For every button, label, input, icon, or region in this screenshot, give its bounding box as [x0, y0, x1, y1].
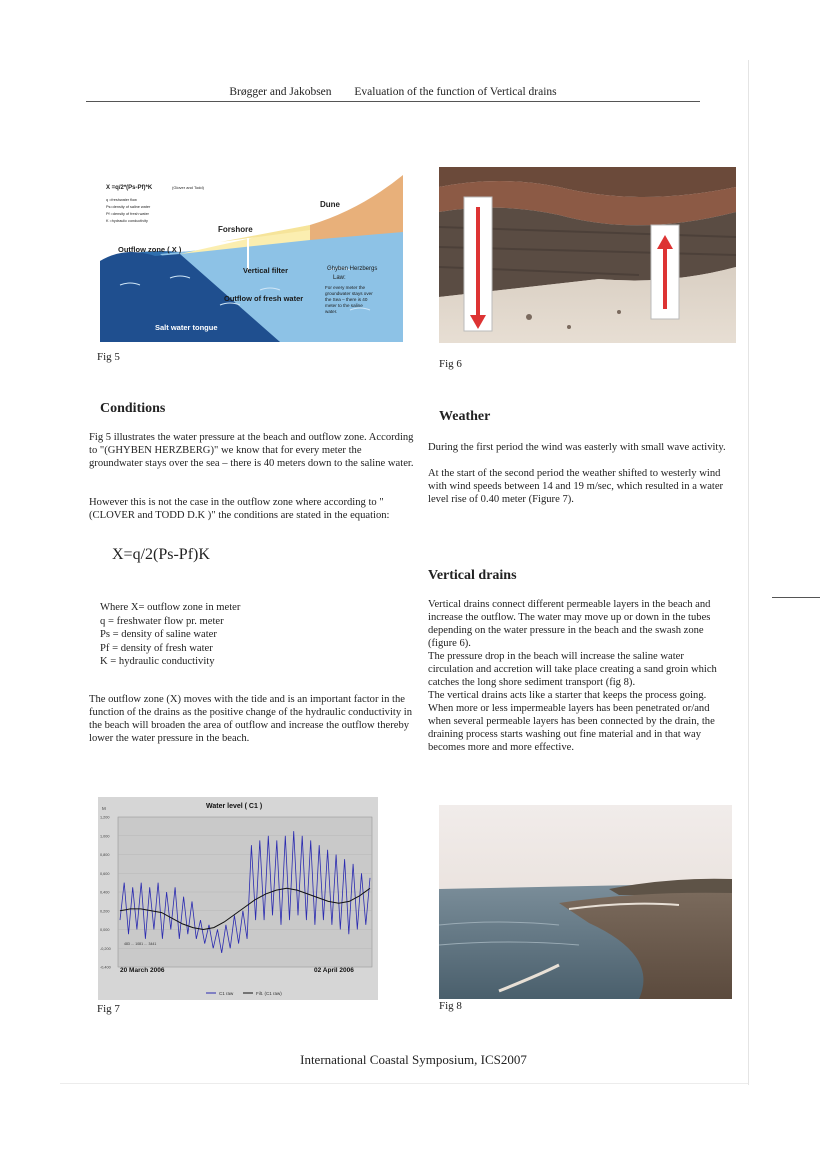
- fig5-legend-line: q =freshwater flow: [106, 198, 137, 202]
- page-bottom-edge: [60, 1083, 748, 1084]
- header-title: Evaluation of the function of Vertical drains: [354, 86, 557, 98]
- conditions-heading: Conditions: [100, 401, 166, 416]
- definition-line: K = hydraulic conductivity: [100, 656, 215, 667]
- fig5-label-forshore: Forshore: [218, 225, 253, 234]
- y-tick-label: -0,400: [100, 965, 111, 970]
- chart-unit-label: M: [102, 806, 106, 811]
- y-tick-label: 0,600: [100, 871, 110, 876]
- fig5-label-ghyben-title: Ghyben Herzbergs: [327, 266, 378, 272]
- page-footer: [0, 1052, 827, 1068]
- y-tick-label: -0,200: [100, 946, 111, 951]
- vertical-paragraph-3: The vertical drains acts like a starter that keeps the process going. When more or less impermeable layers has been penetrated or/and when several permeable layers has been connected by the drain, the draining process starts washing out fine material and in that way becomes more and more effective.: [428, 690, 715, 753]
- fig5-formula-source: (Glover and Todd): [172, 185, 204, 190]
- y-tick-label: 0,800: [100, 853, 110, 857]
- page-edge: [748, 60, 749, 1085]
- weather-paragraph-1: During the first period the wind was easterly with small wave activity.: [428, 442, 726, 453]
- fig5-legend-line: Ps=density of saline water: [106, 205, 151, 209]
- fig5-label-ghyben-law: Law:: [333, 275, 346, 281]
- outflow-equation: X=q/2(Ps-Pf)K: [112, 546, 210, 563]
- y-tick-label: 0,400: [100, 890, 110, 895]
- fig5-legend-line: Pf =density of fresh water: [106, 212, 149, 216]
- variable-definitions: [100, 601, 240, 669]
- chart-date-start: 20 March 2006: [120, 967, 165, 974]
- margin-rule: [772, 597, 820, 598]
- fig5-caption: Fig 5: [97, 351, 120, 363]
- header-rule: [86, 101, 700, 102]
- footer-text: International Coastal Symposium, ICS2007: [300, 1052, 527, 1067]
- running-header: [86, 86, 700, 102]
- fig6-caption: Fig 6: [439, 358, 462, 370]
- conditions-paragraph-3: The outflow zone (X) moves with the tide and is an important factor in the function of the drains as the positive change of the hydraulic conductivity in the beach will broaden the area of outflow and increase the outflow thereby lower the water pressure in the beach.: [89, 694, 413, 744]
- y-tick-label: 1,200: [100, 815, 110, 820]
- fig5-ghyben-note-line: groundwater stays over: [325, 291, 373, 296]
- fig5-diagram: [100, 170, 403, 342]
- y-tick-label: 0,200: [100, 909, 110, 914]
- fig6-photo: [439, 167, 736, 343]
- vertical-paragraph-1: Vertical drains connect different permeable layers in the beach and increase the outflow. The water may move up or down in the tubes depending on the water pressure in the beach and the swash zone (figure 6).: [428, 599, 711, 649]
- vertical-paragraph-2: The pressure drop in the beach will increase the saline water circulation and accretion will take place creating a sand groin which catches the long shore sediment transport (fig 8).: [428, 651, 717, 688]
- fig7-caption: Fig 7: [97, 1003, 120, 1015]
- definition-line: Ps = density of saline water: [100, 629, 217, 640]
- header-authors: Brøgger and Jakobsen: [229, 86, 332, 98]
- weather-paragraph-2: At the start of the second period the weather shifted to westerly wind with wind speeds between 14 and 19 m/sec, which resulted in a water level rise of 0.40 meter (Figure 7).: [428, 468, 724, 505]
- conditions-paragraph-2: However this is not the case in the outflow zone where according to "(CLOVER and TODD D.K )" the conditions are stated in the equation:: [89, 497, 390, 521]
- fig5-ghyben-note-line: meter to the saline: [325, 303, 363, 308]
- vertical-drains-heading: Vertical drains: [428, 568, 517, 583]
- fig5-ghyben-note-line: the Sea – there is 40: [325, 297, 368, 302]
- definition-line: Pf = density of fresh water: [100, 642, 213, 654]
- chart-x-ticks: 483 … 1081 … 3441: [124, 942, 157, 946]
- fig5-label-outflow-fresh: Outflow of fresh water: [224, 294, 304, 303]
- fig7-chart: [98, 797, 378, 1000]
- chart-title: Water level ( C1 ): [206, 803, 263, 810]
- fig5-ghyben-note-line: For every meter the: [325, 285, 366, 290]
- y-tick-label: 0,000: [100, 928, 110, 932]
- fig5-legend-line: K =hydraulic conductivity: [106, 219, 148, 223]
- fig5-label-vertical-filter: Vertical filter: [243, 266, 289, 275]
- fig5-ghyben-note-line: water.: [325, 309, 338, 314]
- definition-line: q = freshwater flow pr. meter: [100, 615, 224, 627]
- fig5-formula: X =q/2*(Ps-Pf)*K: [106, 185, 153, 191]
- chart-legend-raw: C1 raw: [219, 991, 234, 996]
- fig5-label-salt-tongue: Salt water tongue: [155, 323, 218, 332]
- definition-line: Where X= outflow zone in meter: [100, 602, 241, 613]
- fig8-caption: Fig 8: [439, 1000, 462, 1012]
- fig5-label-outflow-zone: Outflow zone ( X ): [118, 245, 182, 254]
- y-tick-label: 1,000: [100, 834, 110, 839]
- conditions-paragraph-1: Fig 5 illustrates the water pressure at the beach and outflow zone. According to "(GHYBEN HERZBERG)" we know that for every meter the groundwater stays over the sea – there is 40 meters down to the saline water.: [89, 432, 414, 469]
- fig8-photo: [439, 805, 732, 999]
- fig5-label-dune: Dune: [320, 200, 340, 209]
- weather-heading: Weather: [439, 409, 491, 424]
- chart-legend-filtered: Filt. (C1 raw): [256, 991, 282, 996]
- chart-date-end: 02 April 2006: [314, 967, 354, 974]
